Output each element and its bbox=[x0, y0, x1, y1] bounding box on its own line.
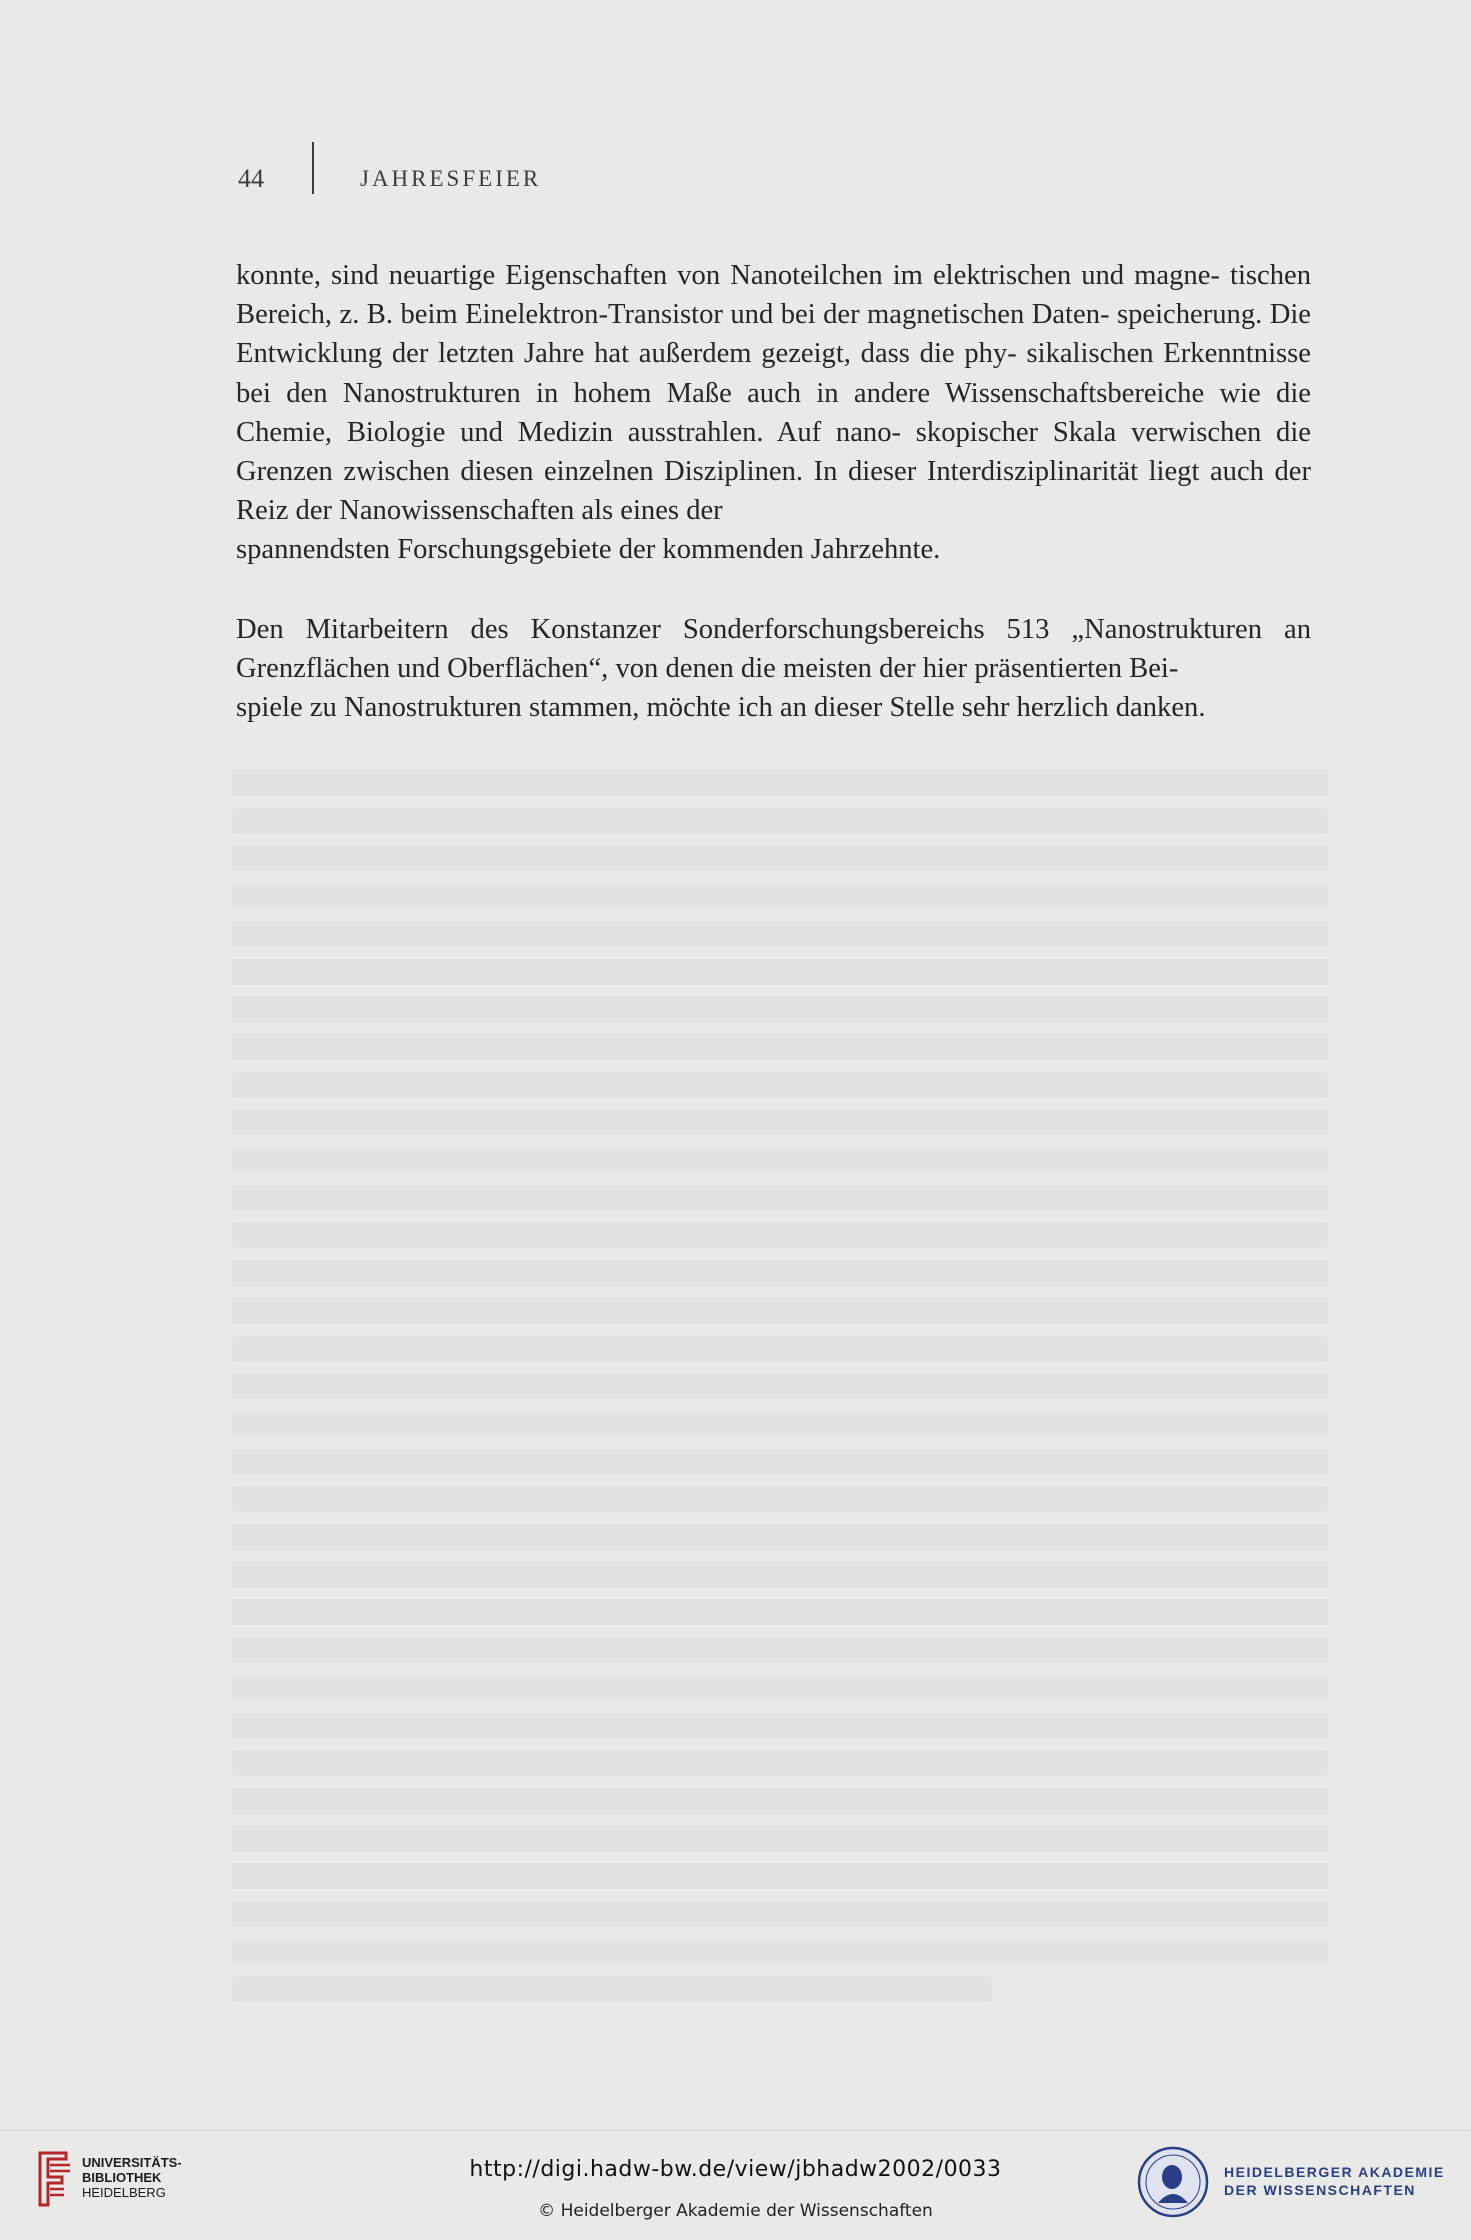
bleed-through-line bbox=[232, 770, 1328, 796]
bleed-through-line bbox=[232, 1863, 1328, 1889]
permalink-url[interactable]: http://digi.hadw-bw.de/view/jbhadw2002/0033 bbox=[469, 2157, 1002, 2182]
bleed-through-line bbox=[232, 1411, 1328, 1437]
bleed-through-line bbox=[232, 1222, 1328, 1248]
page-number: 44 bbox=[238, 164, 264, 193]
bleed-through-line bbox=[232, 1901, 1328, 1927]
text-line: tischen Bereich, z. B. beim Einelektron-Transistor und bei der magnetischen Daten- bbox=[236, 260, 1311, 331]
text-line: speicherung. Die Entwicklung der letzten Jahre hat außerdem gezeigt, dass die phy- bbox=[236, 299, 1312, 370]
bleed-through-line bbox=[232, 1486, 1328, 1512]
bleed-through-line bbox=[232, 1976, 992, 2002]
bleed-through-line bbox=[232, 1260, 1328, 1286]
paragraph-1 bbox=[236, 256, 1311, 570]
bleed-through-line bbox=[232, 1072, 1328, 1098]
text-line: an Grenzflächen und Oberflächen“, von denen die meisten der hier präsentierten Bei- bbox=[236, 614, 1311, 685]
bleed-through-line bbox=[232, 1109, 1328, 1135]
bleed-through-line bbox=[232, 1449, 1328, 1475]
bleed-through-line bbox=[232, 845, 1328, 871]
bleed-through-line bbox=[232, 1675, 1328, 1701]
text-line: Wissenschaftsbereiche wie die Chemie, Biologie und Medizin ausstrahlen. Auf nano- bbox=[236, 377, 1311, 448]
text-line: sikalischen Erkenntnisse bei den Nanostrukturen in hohem Maße auch in andere bbox=[236, 338, 1311, 409]
bleed-through-line bbox=[232, 921, 1328, 947]
bleed-through-line bbox=[232, 1826, 1328, 1852]
university-library-name: UNIVERSITÄTS- BIBLIOTHEK HEIDELBERG bbox=[82, 2155, 182, 2200]
text-line: spannendsten Forschungsgebiete der kommenden Jahrzehnte. bbox=[236, 534, 941, 566]
bleed-through-line bbox=[232, 1034, 1328, 1060]
bleed-through-line bbox=[232, 1336, 1328, 1362]
bleed-through-line bbox=[232, 1185, 1328, 1211]
bleed-through-line bbox=[232, 1298, 1328, 1324]
paragraph-2 bbox=[236, 610, 1311, 728]
bleed-through-line bbox=[232, 996, 1328, 1022]
bleed-through-line bbox=[232, 1750, 1328, 1776]
bleed-through-line bbox=[232, 1788, 1328, 1814]
bleed-through-line bbox=[232, 1713, 1328, 1739]
viewer-footer bbox=[0, 2130, 1471, 2240]
academy-seal-icon[interactable] bbox=[1136, 2145, 1210, 2219]
text-line: konnte, sind neuartige Eigenschaften von Nanoteilchen im elektrischen und magne- bbox=[236, 260, 1220, 291]
bleed-through-line bbox=[232, 1939, 1328, 1965]
bleed-through-line bbox=[232, 808, 1328, 834]
bleed-through-line bbox=[232, 959, 1328, 985]
text-line: Den Mitarbeitern des Konstanzer Sonderforschungsbereichs 513 „Nanostrukturen bbox=[236, 614, 1262, 645]
header-divider bbox=[312, 142, 314, 194]
bleed-through-line bbox=[232, 1373, 1328, 1399]
bleed-through-line bbox=[232, 1562, 1328, 1588]
text-line: spiele zu Nanostrukturen stammen, möchte ich an dieser Stelle sehr herzlich danken. bbox=[236, 692, 1206, 724]
bleed-through-line bbox=[232, 883, 1328, 909]
bleed-through-line bbox=[232, 1147, 1328, 1173]
academy-name: HEIDELBERGER AKADEMIE DER WISSENSCHAFTEN bbox=[1224, 2164, 1445, 2198]
bleed-through-line bbox=[232, 1524, 1328, 1550]
copyright-notice: © Heidelberger Akademie der Wissenschaften bbox=[538, 2201, 933, 2221]
text-line: skopischer Skala verwischen die Grenzen zwischen diesen einzelnen Disziplinen. In bbox=[236, 416, 1311, 488]
bleed-through-line bbox=[232, 1637, 1328, 1663]
running-title: JAHRESFEIER bbox=[360, 166, 542, 191]
bleed-through-line bbox=[232, 1599, 1328, 1625]
text-line: dieser Interdisziplinarität liegt auch der Reiz der Nanowissenschaften als eines der bbox=[236, 456, 1312, 527]
